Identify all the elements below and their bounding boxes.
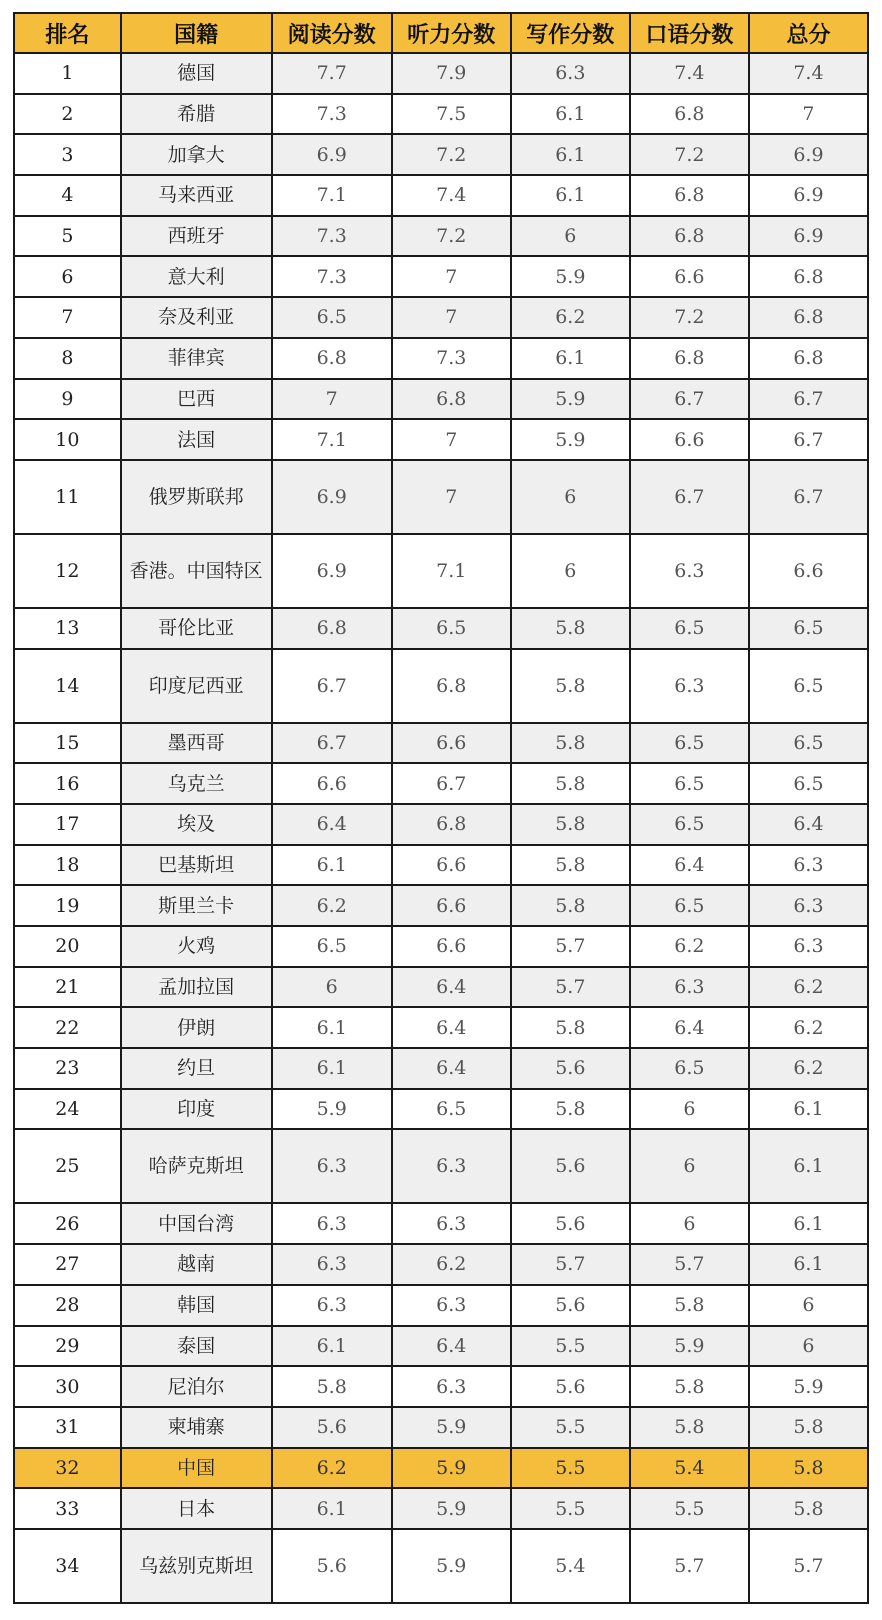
header-speaking: 口语分数 [630,13,749,53]
cell-reading-score: 6.3 [272,1285,392,1326]
cell-writing-score: 6.1 [511,338,630,379]
cell-total-score: 6.8 [749,256,868,297]
cell-writing-score: 5.5 [511,1407,630,1448]
cell-listening-score: 6.3 [392,1129,511,1203]
cell-total-score: 6.1 [749,1244,868,1285]
table-row [14,297,868,338]
cell-listening-score: 6.6 [392,885,511,926]
cell-country: 法国 [121,419,272,460]
cell-total-score: 6.3 [749,845,868,886]
cell-total-score: 5.8 [749,1407,868,1448]
cell-speaking-score: 6.5 [630,608,749,649]
cell-total-score: 7 [749,94,868,135]
cell-listening-score: 6.6 [392,926,511,967]
cell-country: 泰国 [121,1326,272,1367]
cell-listening-score: 6.3 [392,1203,511,1244]
cell-rank: 1 [14,53,121,94]
cell-rank: 9 [14,379,121,420]
cell-writing-score: 6.1 [511,175,630,216]
cell-speaking-score: 6.3 [630,649,749,723]
table-row [14,723,868,764]
cell-listening-score: 6.3 [392,1285,511,1326]
cell-rank: 20 [14,926,121,967]
cell-country: 日本 [121,1488,272,1529]
cell-listening-score: 6.4 [392,1007,511,1048]
cell-speaking-score: 6.8 [630,175,749,216]
cell-listening-score: 7 [392,256,511,297]
cell-speaking-score: 5.4 [630,1448,749,1489]
cell-total-score: 6.9 [749,216,868,257]
table-row [14,1326,868,1367]
cell-listening-score: 7 [392,460,511,534]
table-row [14,1448,868,1489]
table-row [14,94,868,135]
cell-listening-score: 6.8 [392,804,511,845]
cell-writing-score: 5.6 [511,1203,630,1244]
cell-rank: 15 [14,723,121,764]
cell-speaking-score: 6 [630,1203,749,1244]
table-row [14,1244,868,1285]
cell-speaking-score: 5.8 [630,1285,749,1326]
cell-country: 德国 [121,53,272,94]
cell-speaking-score: 6 [630,1129,749,1203]
table-row [14,763,868,804]
cell-total-score: 6.9 [749,175,868,216]
header-total: 总分 [749,13,868,53]
cell-speaking-score: 7.2 [630,297,749,338]
cell-total-score: 6.5 [749,763,868,804]
cell-speaking-score: 5.8 [630,1407,749,1448]
table-row [14,608,868,649]
table-row [14,845,868,886]
cell-reading-score: 6.9 [272,460,392,534]
cell-total-score: 5.8 [749,1488,868,1529]
cell-total-score: 5.7 [749,1529,868,1603]
cell-listening-score: 5.9 [392,1407,511,1448]
cell-reading-score: 6.9 [272,534,392,608]
cell-total-score: 6.2 [749,1007,868,1048]
cell-reading-score: 6.2 [272,885,392,926]
cell-total-score: 6.3 [749,926,868,967]
cell-speaking-score: 6.6 [630,256,749,297]
cell-rank: 34 [14,1529,121,1603]
cell-country: 伊朗 [121,1007,272,1048]
cell-writing-score: 5.8 [511,804,630,845]
table-row [14,1285,868,1326]
cell-speaking-score: 6.5 [630,1048,749,1089]
cell-writing-score: 5.8 [511,723,630,764]
table-body [14,53,868,1603]
cell-reading-score: 6.8 [272,608,392,649]
cell-reading-score: 6.3 [272,1129,392,1203]
cell-speaking-score: 6.5 [630,804,749,845]
table-row [14,175,868,216]
cell-speaking-score: 5.7 [630,1244,749,1285]
cell-country: 中国台湾 [121,1203,272,1244]
cell-country: 乌克兰 [121,763,272,804]
cell-rank: 12 [14,534,121,608]
cell-writing-score: 6.1 [511,94,630,135]
cell-reading-score: 7.3 [272,256,392,297]
cell-writing-score: 5.4 [511,1529,630,1603]
cell-total-score: 6.5 [749,723,868,764]
cell-total-score: 6.8 [749,338,868,379]
cell-listening-score: 7.2 [392,134,511,175]
cell-writing-score: 6 [511,460,630,534]
cell-listening-score: 5.9 [392,1529,511,1603]
cell-rank: 5 [14,216,121,257]
cell-reading-score: 6.1 [272,1007,392,1048]
cell-speaking-score: 6.2 [630,926,749,967]
cell-writing-score: 5.5 [511,1448,630,1489]
cell-reading-score: 7.7 [272,53,392,94]
table-row [14,649,868,723]
cell-listening-score: 7 [392,419,511,460]
cell-listening-score: 7.1 [392,534,511,608]
table-row [14,1366,868,1407]
cell-total-score: 6.2 [749,967,868,1008]
cell-reading-score: 6.4 [272,804,392,845]
cell-country: 意大利 [121,256,272,297]
cell-reading-score: 6.8 [272,338,392,379]
cell-total-score: 6.8 [749,297,868,338]
cell-country: 中国 [121,1448,272,1489]
cell-reading-score: 7.3 [272,94,392,135]
cell-speaking-score: 5.9 [630,1326,749,1367]
cell-writing-score: 5.7 [511,967,630,1008]
table-row [14,1007,868,1048]
cell-reading-score: 7.1 [272,419,392,460]
cell-rank: 19 [14,885,121,926]
cell-rank: 30 [14,1366,121,1407]
cell-speaking-score: 7.4 [630,53,749,94]
cell-total-score: 6.1 [749,1089,868,1130]
cell-listening-score: 6.6 [392,723,511,764]
cell-listening-score: 6.4 [392,967,511,1008]
cell-reading-score: 5.9 [272,1089,392,1130]
cell-total-score: 6 [749,1285,868,1326]
table-row [14,419,868,460]
cell-speaking-score: 5.8 [630,1366,749,1407]
table-row [14,1529,868,1603]
cell-country: 埃及 [121,804,272,845]
cell-writing-score: 5.8 [511,885,630,926]
cell-rank: 13 [14,608,121,649]
cell-writing-score: 5.7 [511,926,630,967]
cell-writing-score: 5.6 [511,1129,630,1203]
table-row [14,460,868,534]
cell-writing-score: 5.9 [511,379,630,420]
cell-reading-score: 5.6 [272,1529,392,1603]
cell-reading-score: 6.5 [272,297,392,338]
cell-writing-score: 6 [511,216,630,257]
table-row [14,338,868,379]
cell-total-score: 6.5 [749,608,868,649]
cell-country: 加拿大 [121,134,272,175]
table-row [14,885,868,926]
cell-speaking-score: 5.7 [630,1529,749,1603]
cell-rank: 25 [14,1129,121,1203]
cell-speaking-score: 6.8 [630,338,749,379]
cell-writing-score: 6.2 [511,297,630,338]
cell-total-score: 7.4 [749,53,868,94]
cell-writing-score: 5.8 [511,1089,630,1130]
cell-reading-score: 6.6 [272,763,392,804]
cell-country: 希腊 [121,94,272,135]
cell-rank: 3 [14,134,121,175]
cell-rank: 6 [14,256,121,297]
cell-listening-score: 6.2 [392,1244,511,1285]
cell-country: 俄罗斯联邦 [121,460,272,534]
cell-rank: 4 [14,175,121,216]
cell-rank: 8 [14,338,121,379]
cell-reading-score: 6.1 [272,1488,392,1529]
cell-rank: 32 [14,1448,121,1489]
cell-total-score: 6.7 [749,379,868,420]
cell-country: 巴西 [121,379,272,420]
table-row [14,804,868,845]
cell-writing-score: 5.8 [511,649,630,723]
cell-listening-score: 6.4 [392,1048,511,1089]
cell-speaking-score: 5.5 [630,1488,749,1529]
cell-country: 印度尼西亚 [121,649,272,723]
cell-total-score: 6.2 [749,1048,868,1089]
cell-speaking-score: 6 [630,1089,749,1130]
cell-reading-score: 7.1 [272,175,392,216]
cell-reading-score: 6.7 [272,649,392,723]
cell-total-score: 6.1 [749,1203,868,1244]
cell-writing-score: 6.1 [511,134,630,175]
cell-speaking-score: 6.5 [630,723,749,764]
cell-listening-score: 6.8 [392,649,511,723]
cell-total-score: 6.4 [749,804,868,845]
cell-reading-score: 6.3 [272,1244,392,1285]
cell-listening-score: 6.5 [392,608,511,649]
cell-country: 香港。中国特区 [121,534,272,608]
cell-rank: 21 [14,967,121,1008]
cell-reading-score: 5.8 [272,1366,392,1407]
cell-rank: 10 [14,419,121,460]
cell-speaking-score: 6.4 [630,845,749,886]
cell-reading-score: 6.1 [272,1048,392,1089]
cell-reading-score: 7 [272,379,392,420]
cell-total-score: 5.8 [749,1448,868,1489]
cell-reading-score: 5.6 [272,1407,392,1448]
cell-listening-score: 7.9 [392,53,511,94]
cell-country: 哈萨克斯坦 [121,1129,272,1203]
cell-writing-score: 5.6 [511,1048,630,1089]
cell-rank: 29 [14,1326,121,1367]
cell-speaking-score: 6.5 [630,885,749,926]
cell-speaking-score: 6.8 [630,94,749,135]
cell-writing-score: 5.6 [511,1366,630,1407]
cell-total-score: 6.9 [749,134,868,175]
cell-total-score: 6.7 [749,419,868,460]
cell-reading-score: 6.7 [272,723,392,764]
cell-speaking-score: 6.8 [630,216,749,257]
cell-speaking-score: 6.3 [630,967,749,1008]
cell-writing-score: 5.7 [511,1244,630,1285]
cell-listening-score: 6.7 [392,763,511,804]
table-header-row [14,13,868,53]
cell-rank: 11 [14,460,121,534]
cell-total-score: 6.7 [749,460,868,534]
table-row [14,256,868,297]
cell-listening-score: 7.3 [392,338,511,379]
cell-rank: 16 [14,763,121,804]
cell-rank: 24 [14,1089,121,1130]
table-row [14,1407,868,1448]
cell-country: 哥伦比亚 [121,608,272,649]
cell-speaking-score: 6.7 [630,379,749,420]
cell-rank: 17 [14,804,121,845]
cell-country: 印度 [121,1089,272,1130]
cell-writing-score: 5.9 [511,419,630,460]
cell-listening-score: 6.4 [392,1326,511,1367]
table-row [14,967,868,1008]
cell-rank: 2 [14,94,121,135]
cell-writing-score: 5.8 [511,1007,630,1048]
cell-reading-score: 6.5 [272,926,392,967]
cell-writing-score: 5.5 [511,1326,630,1367]
cell-country: 韩国 [121,1285,272,1326]
cell-reading-score: 6.1 [272,845,392,886]
cell-rank: 33 [14,1488,121,1529]
cell-reading-score: 6.9 [272,134,392,175]
cell-country: 奈及利亚 [121,297,272,338]
cell-speaking-score: 6.5 [630,763,749,804]
cell-writing-score: 5.9 [511,256,630,297]
cell-speaking-score: 6.3 [630,534,749,608]
cell-listening-score: 7.2 [392,216,511,257]
cell-listening-score: 7 [392,297,511,338]
cell-listening-score: 6.3 [392,1366,511,1407]
cell-total-score: 6 [749,1326,868,1367]
table-row [14,379,868,420]
cell-country: 孟加拉国 [121,967,272,1008]
table-row [14,534,868,608]
cell-writing-score: 5.5 [511,1488,630,1529]
table-row [14,134,868,175]
cell-country: 约旦 [121,1048,272,1089]
cell-writing-score: 5.8 [511,763,630,804]
cell-country: 墨西哥 [121,723,272,764]
cell-listening-score: 5.9 [392,1448,511,1489]
table-row [14,1488,868,1529]
cell-speaking-score: 6.6 [630,419,749,460]
cell-writing-score: 6.3 [511,53,630,94]
ielts-score-ranking-table [13,12,869,1604]
cell-rank: 27 [14,1244,121,1285]
cell-writing-score: 5.6 [511,1285,630,1326]
cell-rank: 22 [14,1007,121,1048]
cell-country: 柬埔寨 [121,1407,272,1448]
cell-rank: 18 [14,845,121,886]
cell-country: 西班牙 [121,216,272,257]
table-row [14,216,868,257]
table-row [14,1089,868,1130]
header-rank: 排名 [14,13,121,53]
cell-speaking-score: 7.2 [630,134,749,175]
cell-country: 尼泊尔 [121,1366,272,1407]
table-row [14,53,868,94]
ranking-table-container [13,12,869,1604]
cell-country: 马来西亚 [121,175,272,216]
header-writing: 写作分数 [511,13,630,53]
cell-country: 火鸡 [121,926,272,967]
cell-listening-score: 6.8 [392,379,511,420]
cell-total-score: 6.1 [749,1129,868,1203]
cell-writing-score: 6 [511,534,630,608]
cell-listening-score: 6.5 [392,1089,511,1130]
cell-rank: 23 [14,1048,121,1089]
cell-writing-score: 5.8 [511,608,630,649]
cell-listening-score: 7.5 [392,94,511,135]
cell-rank: 31 [14,1407,121,1448]
cell-speaking-score: 6.7 [630,460,749,534]
table-row [14,1129,868,1203]
cell-rank: 28 [14,1285,121,1326]
cell-country: 乌兹别克斯坦 [121,1529,272,1603]
cell-reading-score: 6.3 [272,1203,392,1244]
header-country: 国籍 [121,13,272,53]
cell-reading-score: 6.1 [272,1326,392,1367]
table-row [14,1048,868,1089]
cell-listening-score: 7.4 [392,175,511,216]
cell-country: 越南 [121,1244,272,1285]
cell-reading-score: 7.3 [272,216,392,257]
cell-country: 斯里兰卡 [121,885,272,926]
cell-reading-score: 6.2 [272,1448,392,1489]
cell-rank: 7 [14,297,121,338]
header-listening: 听力分数 [392,13,511,53]
cell-country: 菲律宾 [121,338,272,379]
cell-total-score: 6.3 [749,885,868,926]
header-reading: 阅读分数 [272,13,392,53]
cell-speaking-score: 6.4 [630,1007,749,1048]
cell-total-score: 6.5 [749,649,868,723]
cell-country: 巴基斯坦 [121,845,272,886]
cell-rank: 14 [14,649,121,723]
table-row [14,1203,868,1244]
cell-listening-score: 6.6 [392,845,511,886]
cell-rank: 26 [14,1203,121,1244]
cell-listening-score: 5.9 [392,1488,511,1529]
cell-total-score: 6.6 [749,534,868,608]
cell-total-score: 5.9 [749,1366,868,1407]
cell-reading-score: 6 [272,967,392,1008]
table-row [14,926,868,967]
cell-writing-score: 5.8 [511,845,630,886]
